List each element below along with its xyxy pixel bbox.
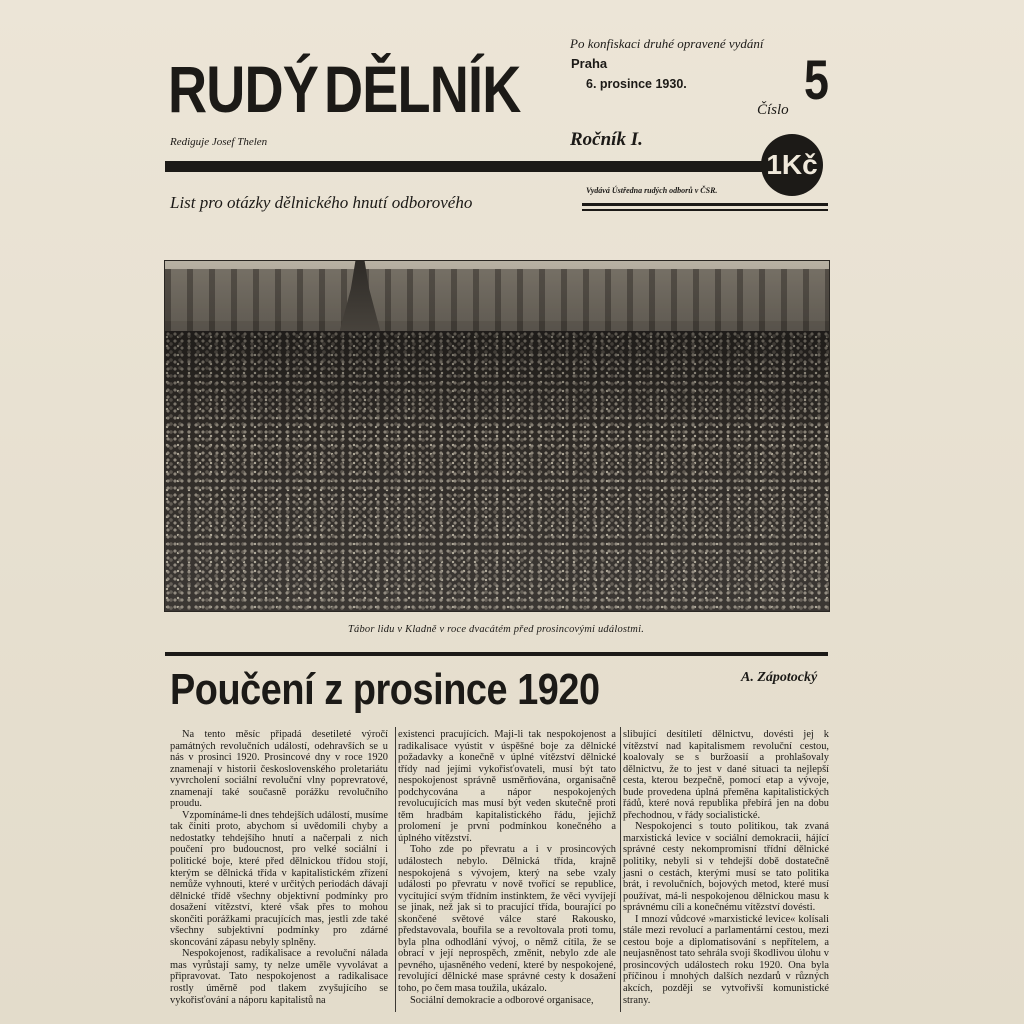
price-badge: 1Kč — [761, 134, 823, 196]
article-column-3 — [623, 729, 829, 1006]
edition-note: Po konfiskaci druhé opravené vydání — [570, 36, 764, 51]
issue-number: 5 — [804, 48, 829, 111]
paragraph: Na tento měsíc připadá desetileté výročí památných revolučních událostí, odehravších se u nás v prosinci 1920. Prosincové dny v roce 1920 znamenají v historii československého proletariátu vyvrcholení sociální revoluční vlny poprevratové, znamenají také současně porážku revolučního proudu. — [170, 729, 388, 810]
article-headline: Poučení z prosince 1920 — [170, 665, 600, 714]
photo-caption: Tábor lidu v Kladně v roce dvacátém před prosincovými událostmi. — [347, 624, 645, 635]
crowd-photograph — [164, 260, 830, 612]
paragraph: Vzpomínáme-li dnes tehdejších událostí, musíme tak činiti proto, abychom si uvědomili chyby a nedostatky tehdejšího hnutí a načerpali z nich poučení pro budoucnost, pro velké sociální i politické boje, které před dělnickou třídou stojí, kterým se dělnická třída v kapitalistickém zřízení nemůže vyhnouti, které v určitých periodách dávají dělnické třídě všechny objektivní podmínky pro dosažení vítězství, které však přes to mohou skončiti porážkami pracujících mas, jestli zde také všechny subjektivní podmínky pro zdárné skoncování zápasu nebyly splněny. — [170, 809, 388, 948]
masthead-title-right: DĚLNÍK — [324, 52, 521, 126]
issue-label: Číslo — [757, 102, 789, 118]
column-divider — [395, 727, 396, 1012]
article-author: A. Zápotocký — [741, 670, 818, 685]
paragraph: Nespokojenost, radikalisace a revoluční nálada mas vyrůstají samy, ty nelze uměle vyvolávat a připravovat. Tato nespokojenost a radikalisace rostly úměrně pod tlakem zvyšujícího se vykořisťování a náporu kapitalistů na — [170, 948, 388, 1006]
editor-line: Rediguje Josef Thelen — [170, 136, 268, 148]
issue-date: 6. prosince 1930. — [586, 77, 687, 91]
article-column-1 — [170, 729, 388, 1006]
subtitle-rule-top — [582, 203, 828, 206]
subtitle: List pro otázky dělnického hnutí odborového — [170, 193, 473, 212]
publisher-line: Vydává Ústředna rudých odborů v ČSR. — [586, 186, 718, 195]
paragraph: Nespokojenci s touto politikou, tak zvaná marxistická levice v sociální demokracii, hájící správné cesty nekompromisní třídní dělnické politiky, nebyli si v tehdejší době dostatečně jasni o cestách, kterými musí se tato politika brát, i revolučních, bojových metod, které musí používat, má-li nespokojenou dělnickou masu k správnému cíli a konečnému vítězství dovésti. — [623, 821, 829, 914]
masthead-rule-thick — [165, 161, 765, 172]
paragraph: existenci pracujících. Maji-li tak nespokojenost a radikalisace vyústit v úspěšné boje za dělnické požadavky a konečně v úplné vítězství dělnické třídy nad jejími vykořisťovateli, musí být tato nespokojenost správně usměrňována, organisačně podchycována a nápor nespokojených revolucujících mas musí být veden skutečně proti těm hradbám kapitalistického řádu, jejichž prolomení je první podmínkou konečného a úplného vítězství. — [398, 729, 616, 844]
volume: Ročník I. — [570, 129, 643, 150]
paragraph: slibující desítiletí dělnictvu, dovésti jej k vítězství nad kapitalismem revoluční cestou, koalovaly se s buržoasií a prohlašovaly dělnictvu, že to jest v dané situaci ta nejlepší cesta, kterou bezpečně, pomocí etap a vývoje, bude provedena úplná přeměna kapitalistických řádů, které nová republika přebírá jen na dobu přechodnou, v řády socialistické. — [623, 729, 829, 821]
city: Praha — [571, 56, 608, 71]
paragraph: Toho zde po převratu a i v prosincových událostech nebylo. Dělnická třída, krajně nespokojená s vývojem, který na sebe vzaly události po převratu v nově tvořící se republice, vycítující svým třídním instinktem, že věci vyvíjejí se jinak, než jak si to pracující třída, bourající po skončené světové válce staré Rakousko, představovala, bouřila se a revoltovala proti tomu, byla plna odhodlání vývoj, o němž cítila, že se obrací v její neprospěch, změnit, nebylo zde ale pevného, ujasněného vedení, které by nespokojené, revolující dělnické mase správné cesty k dosažení toho, po čem masa toužila, ukázalo. — [398, 844, 616, 995]
article-column-2 — [398, 729, 616, 1006]
masthead-title-left: RUDÝ — [168, 52, 319, 126]
photo-shading — [165, 331, 829, 611]
paragraph: Sociální demokracie a odborové organisace, — [410, 994, 594, 1006]
column-divider — [620, 727, 621, 1012]
paragraph: I mnozí vůdcové »marxistické levice« kolísali stále mezi revolucí a parlamentární cestou, mezi cestou boje a diplomatisování s nepřítelem, a neujasněnost tato sehrála svoji škodlivou úlohu v prosincových událostech roku 1920. Ona byla příčinou i mnohých dalších nezdarů v různých akcích, později se vytvořivší komunistické strany. — [623, 913, 829, 1006]
subtitle-rule-bottom — [582, 209, 828, 211]
headline-rule — [165, 652, 828, 656]
